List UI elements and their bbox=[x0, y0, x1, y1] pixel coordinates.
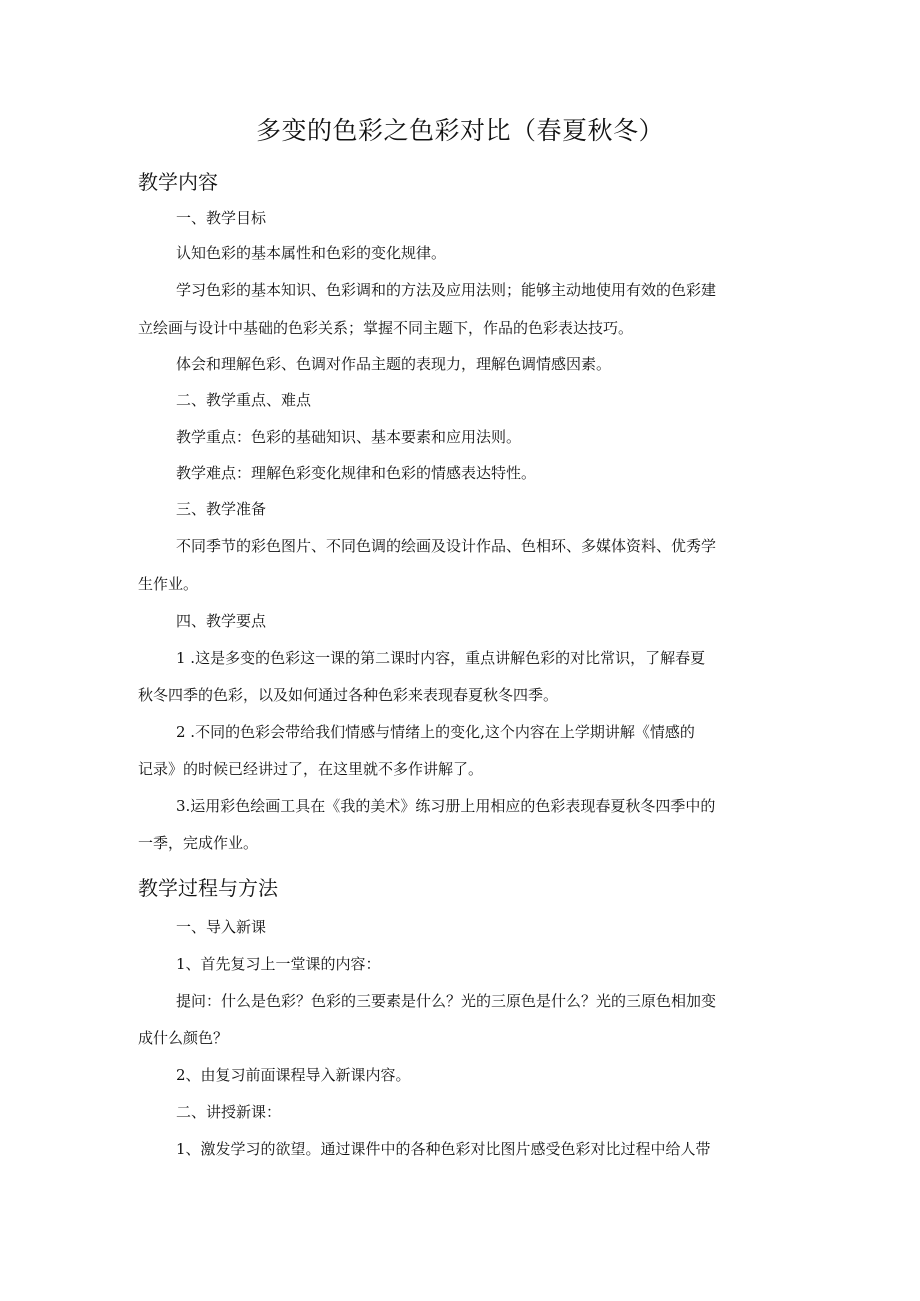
paragraph-line: 成什么颜色？ bbox=[138, 1029, 229, 1047]
paragraph-line: 1、首先复习上一堂课的内容： bbox=[176, 955, 381, 973]
subheading-new-lesson: 二、讲授新课： bbox=[176, 1103, 282, 1121]
paragraph-line: 3.运用彩色绘画工具在《我的美术》练习册上用相应的色彩表现春夏秋冬四季中的 bbox=[176, 797, 716, 815]
paragraph-line: 认知色彩的基本属性和色彩的变化规律。 bbox=[176, 244, 447, 262]
subheading-key-points: 二、教学重点、难点 bbox=[176, 391, 312, 409]
paragraph-line: 2 .不同的色彩会带给我们情感与情绪上的变化,这个内容在上学期讲解《情感的 bbox=[176, 723, 695, 741]
paragraph-line: 立绘画与设计中基础的色彩关系；掌握不同主题下，作品的色彩表达技巧。 bbox=[138, 319, 634, 337]
paragraph-line: 记录》的时候已经讲过了，在这里就不多作讲解了。 bbox=[138, 760, 484, 778]
subheading-introduction: 一、导入新课 bbox=[176, 918, 267, 936]
paragraph-line: 秋冬四季的色彩，以及如何通过各种色彩来表现春夏秋冬四季。 bbox=[138, 686, 559, 704]
paragraph-line: 1、激发学习的欲望。通过课件中的各种色彩对比图片感受色彩对比过程中给人带 bbox=[176, 1140, 711, 1158]
paragraph-line: 教学难点：理解色彩变化规律和色彩的情感表达特性。 bbox=[176, 464, 537, 482]
paragraph-line: 学习色彩的基本知识、色彩调和的方法及应用法则；能够主动地使用有效的色彩建 bbox=[176, 281, 717, 299]
paragraph-line: 2、由复习前面课程导入新课内容。 bbox=[176, 1066, 411, 1084]
paragraph-line: 教学重点：色彩的基础知识、基本要素和应用法则。 bbox=[176, 428, 522, 446]
section-heading-process-and-method: 教学过程与方法 bbox=[138, 876, 278, 900]
paragraph-line: 不同季节的彩色图片、不同色调的绘画及设计作品、色相环、多媒体资料、优秀学 bbox=[176, 537, 717, 555]
subheading-teaching-points: 四、教学要点 bbox=[176, 612, 267, 630]
paragraph-line: 体会和理解色彩、色调对作品主题的表现力，理解色调情感因素。 bbox=[176, 355, 612, 373]
subheading-preparation: 三、教学准备 bbox=[176, 500, 267, 518]
subheading-teaching-goals: 一、教学目标 bbox=[176, 209, 267, 227]
paragraph-line: 提问：什么是色彩？色彩的三要素是什么？光的三原色是什么？光的三原色相加变 bbox=[176, 992, 717, 1010]
paragraph-line: 1 .这是多变的色彩这一课的第二课时内容，重点讲解色彩的对比常识，了解春夏 bbox=[176, 649, 706, 667]
paragraph-line: 生作业。 bbox=[138, 575, 199, 593]
document-title: 多变的色彩之色彩对比（春夏秋冬） bbox=[255, 116, 664, 145]
paragraph-line: 一季，完成作业。 bbox=[138, 834, 259, 852]
section-heading-teaching-content: 教学内容 bbox=[138, 170, 218, 194]
